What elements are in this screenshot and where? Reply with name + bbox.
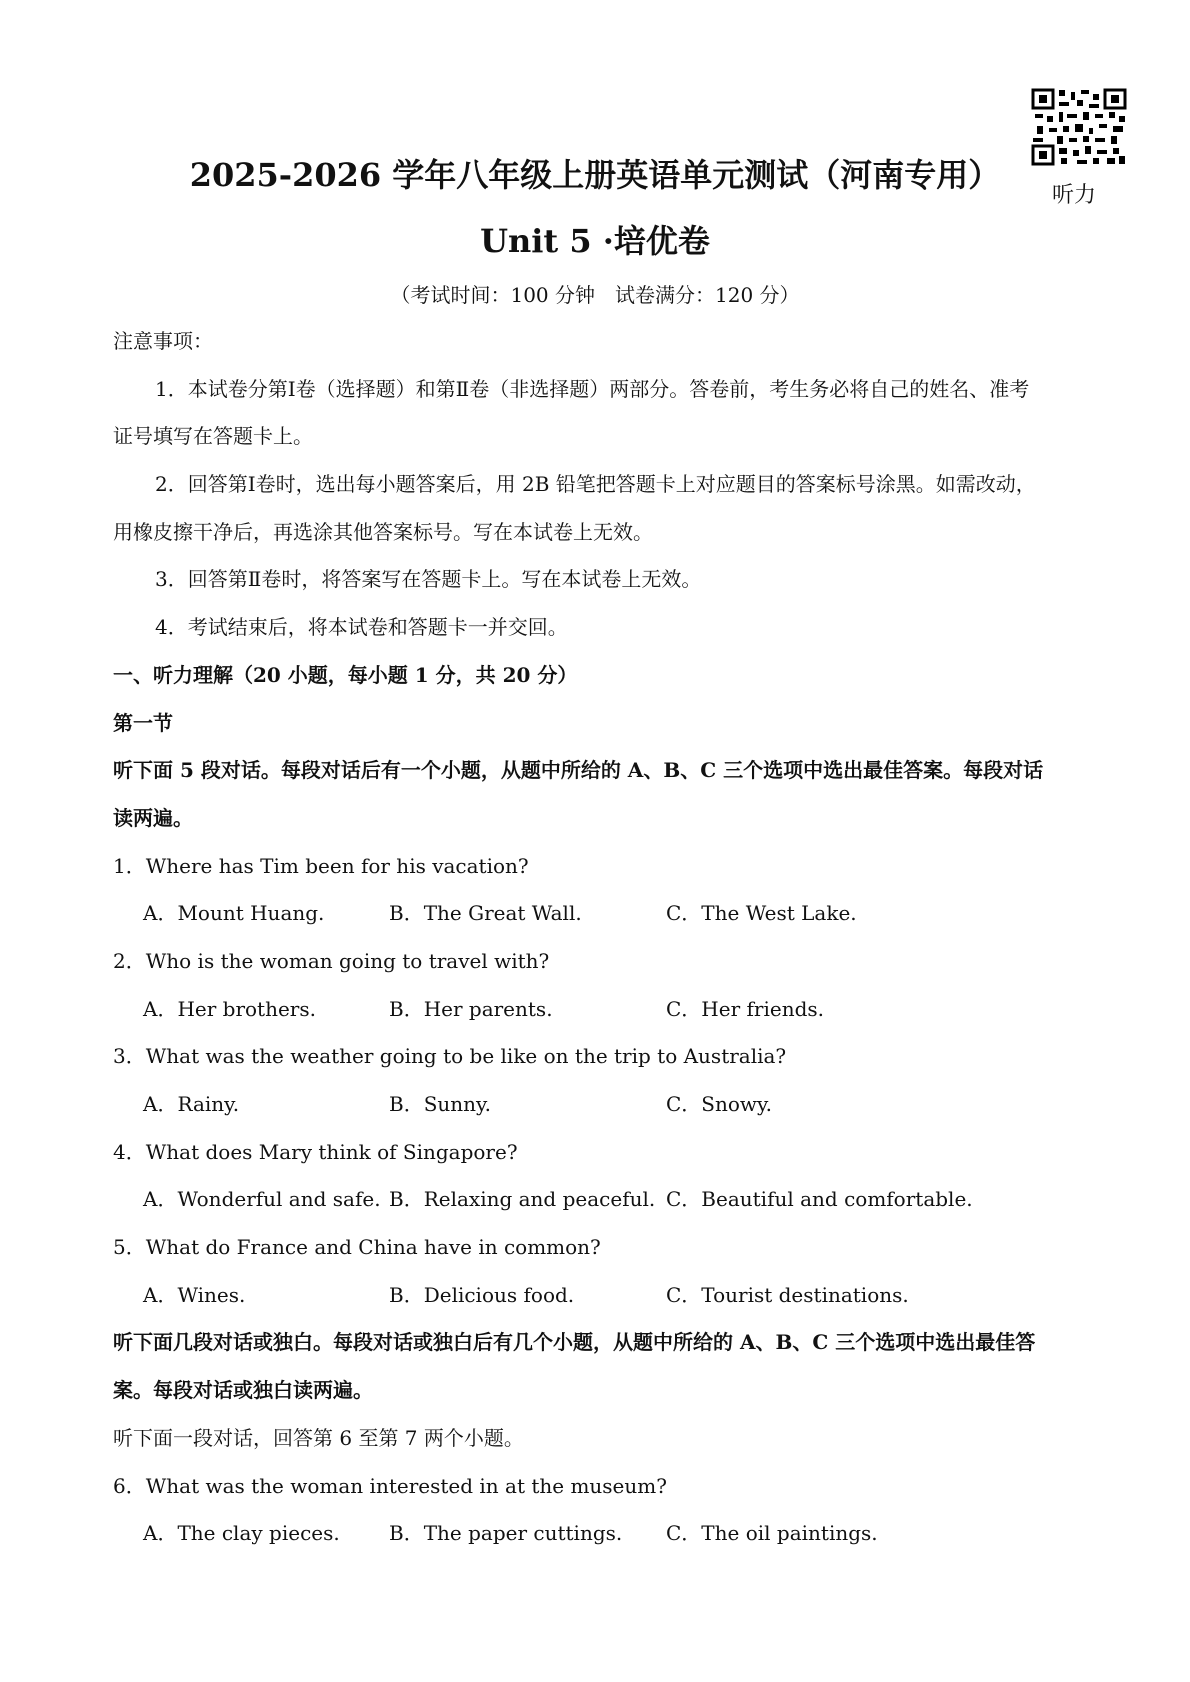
notice-item-1-cont: 证号填写在答题卡上。 <box>113 424 313 449</box>
question-stem: 5．What do France and China have in common? <box>113 1235 601 1260</box>
option-c: C．Her friends. <box>666 996 824 1021</box>
instruction-2: 听下面几段对话或独白。每段对话或独白后有几个小题，从题中所给的 A、B、C 三个选项中选出最佳答 <box>113 1330 1036 1355</box>
option-c: C．Beautiful and comfortable. <box>666 1187 973 1212</box>
question-stem: 4．What does Mary think of Singapore? <box>113 1139 518 1164</box>
question-options <box>113 1510 1083 1558</box>
part-title: 第一节 <box>113 710 173 735</box>
question-options <box>113 1272 1083 1320</box>
qr-label: 听力 <box>1052 183 1097 208</box>
option-b: B．Relaxing and peaceful. <box>389 1187 656 1212</box>
notice-item-2-cont: 用橡皮擦干净后，再选涂其他答案标号。写在本试卷上无效。 <box>113 519 653 544</box>
question-options <box>113 1081 1083 1129</box>
option-a: A．Mount Huang. <box>143 901 325 926</box>
exam-info: （考试时间：100 分钟 试卷满分：120 分） <box>390 283 800 307</box>
option-a: A．The clay pieces. <box>143 1521 340 1546</box>
page-subtitle: Unit 5 ·培优卷 <box>480 222 710 260</box>
option-c: C．The West Lake. <box>666 901 857 926</box>
question-stem: 2．Who is the woman going to travel with? <box>113 948 550 973</box>
page-title: 2025-2026 学年八年级上册英语单元测试（河南专用） <box>189 156 1001 194</box>
option-a: A．Rainy. <box>143 1092 240 1116</box>
question-stem: 3．What was the weather going to be like on the trip to Australia? <box>113 1044 787 1069</box>
option-c: C．The oil paintings. <box>666 1521 878 1546</box>
instruction-2-cont: 案。每段对话或独白读两遍。 <box>113 1378 373 1403</box>
notice-item-1: 1．本试卷分第Ⅰ卷（选择题）和第Ⅱ卷（非选择题）两部分。答卷前，考生务必将自己的姓名、准考 <box>155 376 1030 401</box>
option-a: A．Wines. <box>143 1282 246 1307</box>
notice-item-3: 3．回答第Ⅱ卷时，将答案写在答题卡上。写在本试卷上无效。 <box>155 567 702 592</box>
notice-item-2: 2．回答第Ⅰ卷时，选出每小题答案后，用 2B 铅笔把答题卡上对应题目的答案标号涂黑。如需改动， <box>155 472 1036 497</box>
document-body <box>113 318 1083 1558</box>
question-stem: 1．Where has Tim been for his vacation? <box>113 853 529 878</box>
option-b: B．Delicious food. <box>389 1282 575 1307</box>
instruction-1-cont: 读两遍。 <box>113 805 193 830</box>
notice-item-4: 4．考试结束后，将本试卷和答题卡一并交回。 <box>155 615 568 640</box>
question-options <box>113 890 1083 938</box>
question-options <box>113 986 1083 1034</box>
question-options <box>113 1176 1083 1224</box>
section-title: 一、听力理解（20 小题，每小题 1 分，共 20 分） <box>113 662 578 687</box>
option-b: B．The Great Wall. <box>389 901 582 926</box>
dialog-note: 听下面一段对话，回答第 6 至第 7 两个小题。 <box>113 1425 524 1450</box>
option-c: C．Snowy. <box>666 1092 773 1116</box>
notice-heading: 注意事项： <box>113 329 213 353</box>
instruction-1: 听下面 5 段对话。每段对话后有一个小题，从题中所给的 A、B、C 三个选项中选出最佳答案。每段对话 <box>113 758 1044 783</box>
option-c: C．Tourist destinations. <box>666 1282 909 1307</box>
option-b: B．Her parents. <box>389 996 553 1021</box>
option-b: B．Sunny. <box>389 1092 492 1116</box>
question-stem: 6．What was the woman interested in at the museum? <box>113 1473 667 1498</box>
option-a: A．Wonderful and safe. <box>143 1187 381 1212</box>
option-a: A．Her brothers. <box>143 996 316 1021</box>
option-b: B．The paper cuttings. <box>389 1521 623 1546</box>
